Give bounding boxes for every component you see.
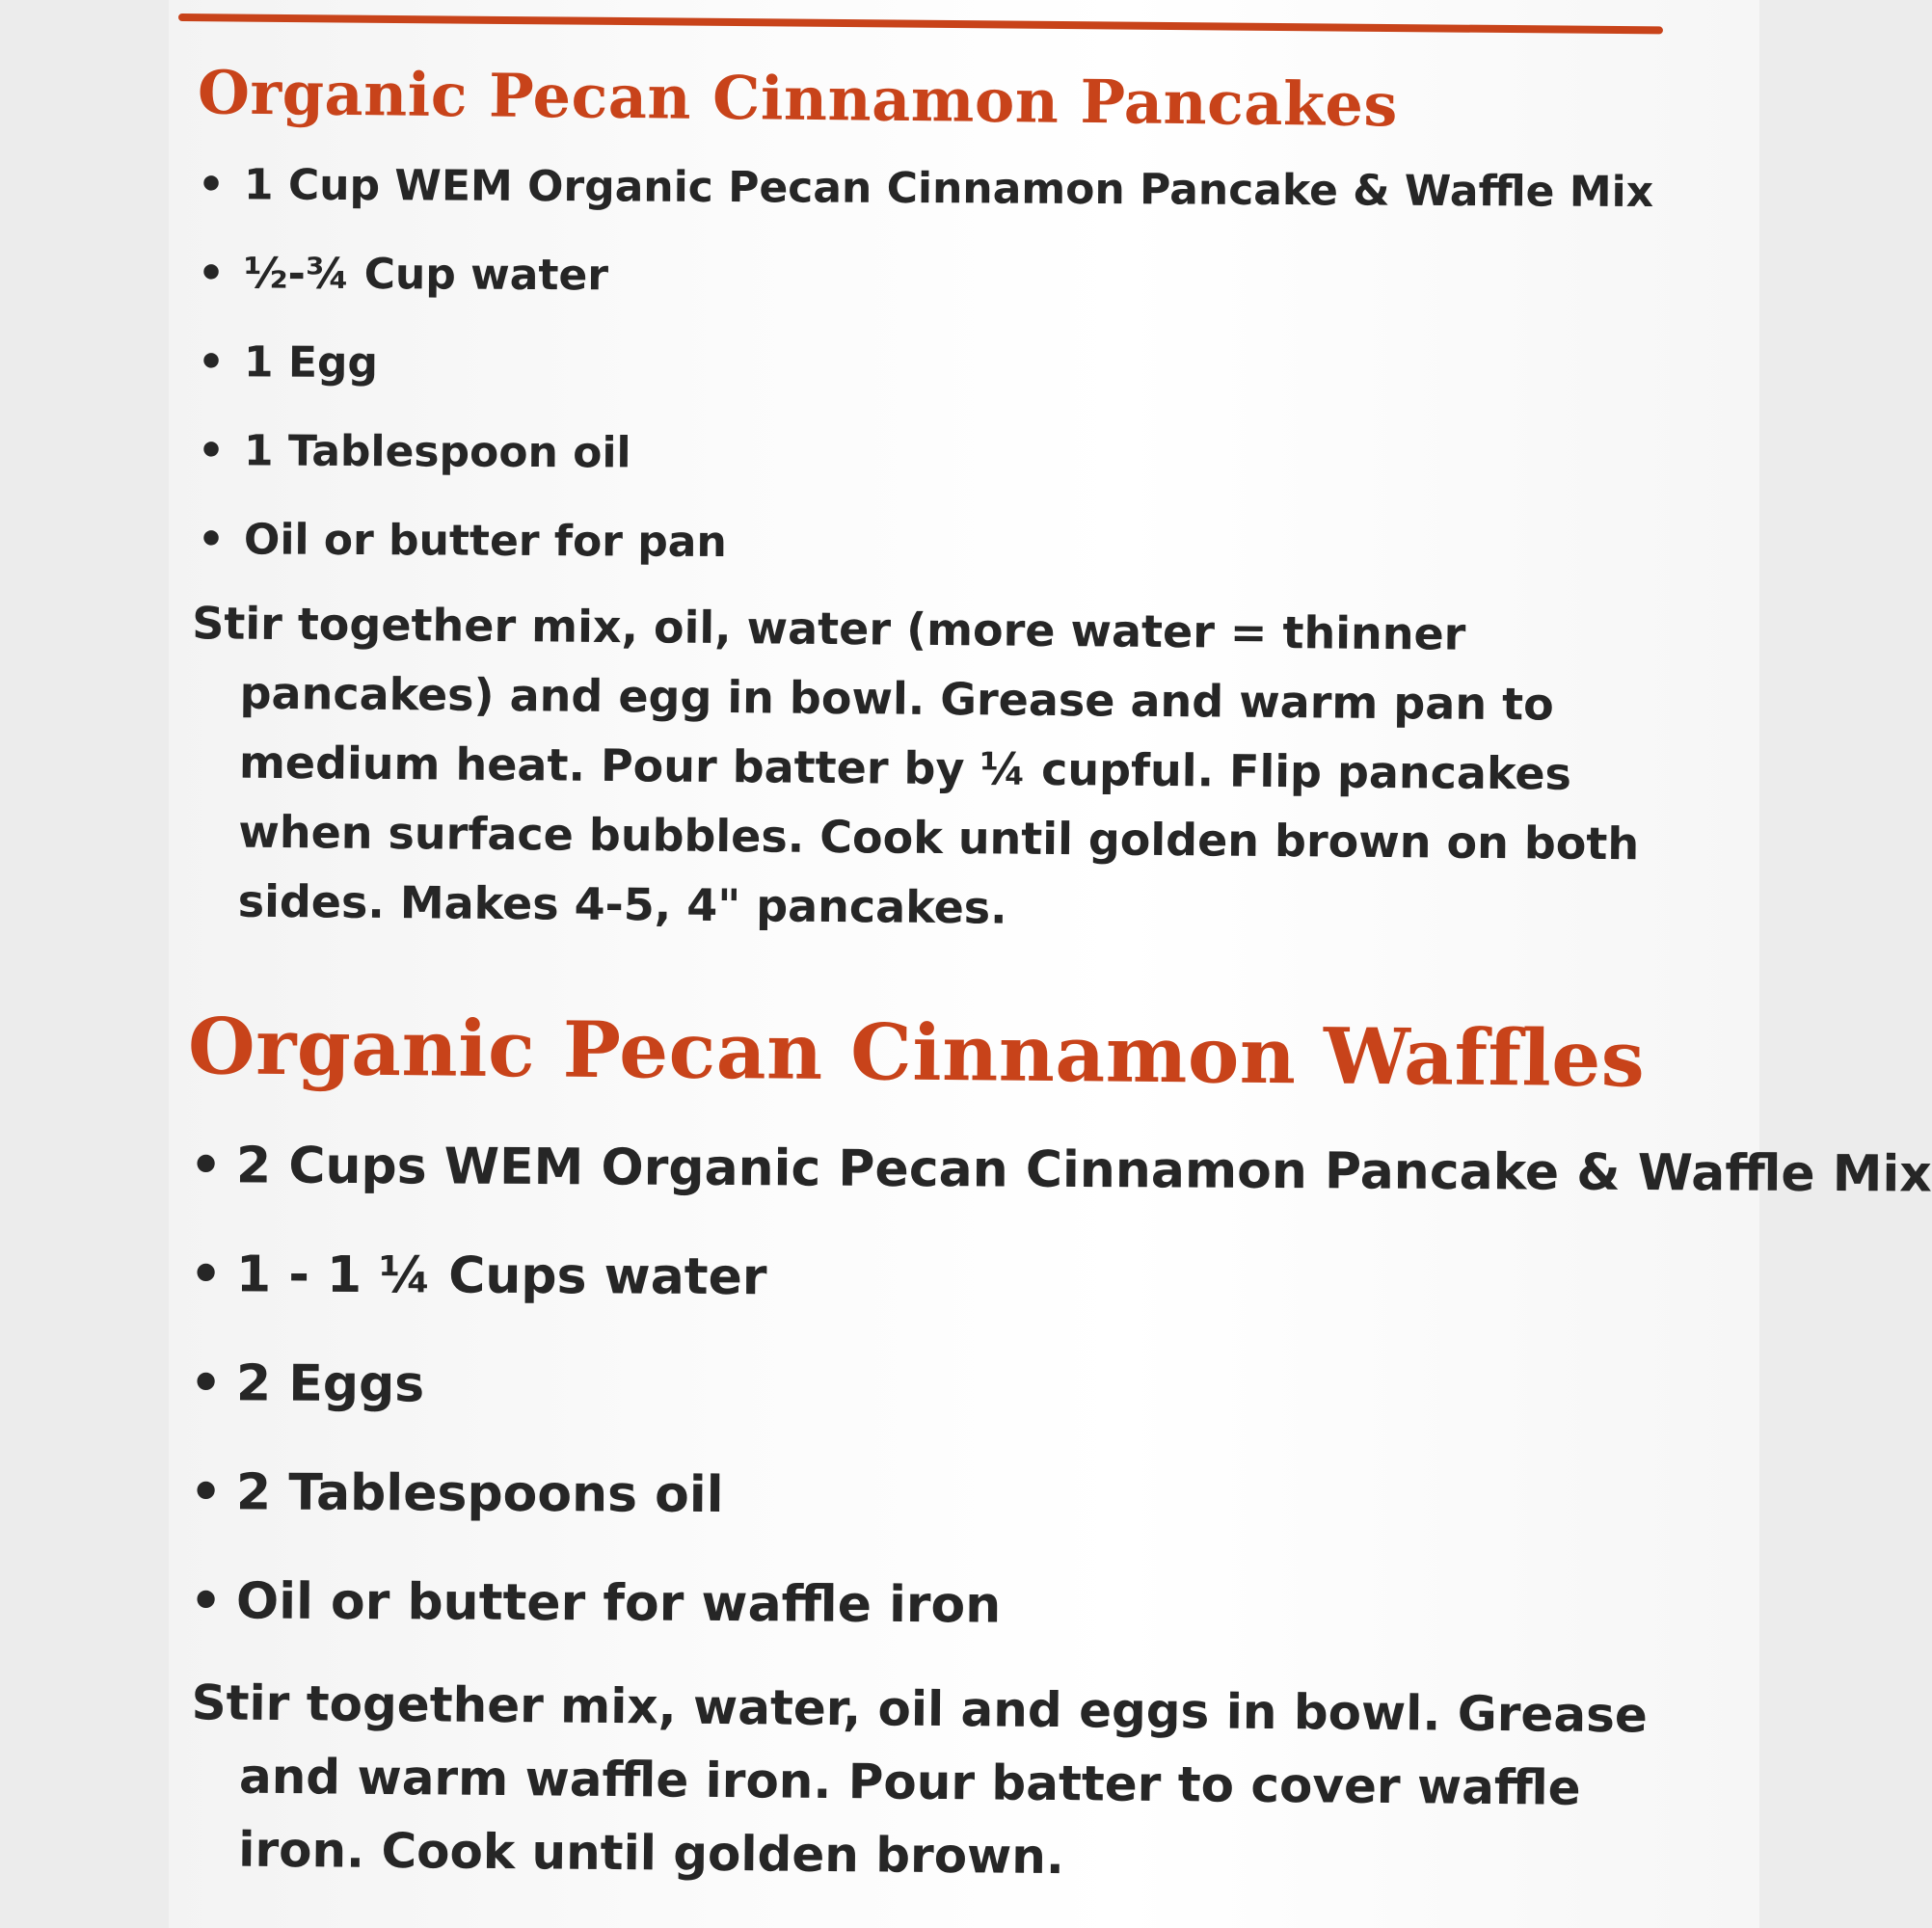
list-item [169,141,1711,237]
bullet-icon: • [189,1354,223,1413]
bullet-icon: • [189,1572,223,1631]
list-item [169,1220,1712,1337]
waffles-directions: Stir together mix, water, oil and eggs in bowl. Grease and warm waffle iron. Pour batter to cover waffle iron. Cook until golden brown. [191,1674,1649,1886]
bullet-icon: • [197,426,226,476]
list-item [169,1111,1932,1228]
ingredient-text: 2 Eggs [235,1354,425,1414]
ingredient-text: 1 Cup WEM Organic Pecan Cinnamon Pancake & Waffle Mix [243,160,1654,218]
bullet-icon: • [189,1245,223,1304]
list-item [169,318,1711,415]
list-item [169,1547,1712,1664]
bullet-icon: • [197,337,226,388]
ingredient-text: 1 Egg [243,337,379,388]
list-item [169,229,1711,326]
list-item [169,1438,1712,1555]
ingredient-text: 1 Tablespoon oil [243,426,631,478]
waffles-title: Organic Pecan Cinnamon Waffles [187,1001,1646,1105]
recipe-card [169,0,1932,1928]
pancakes-title: Organic Pecan Cinnamon Pancakes [197,57,1399,141]
list-item [169,1329,1712,1446]
bullet-icon: • [197,515,226,565]
bullet-icon: • [189,1137,223,1195]
bullet-icon: • [197,249,226,299]
pancakes-ingredient-list [169,141,1711,584]
list-item [169,495,1711,592]
pancakes-directions: Stir together mix, oil, water (more water = thinner pancakes) and egg in bowl. Grease and warm pan to medium heat. Pour batter by ¼ cupful. Flip pancakes when surface bubbles. Cook until golden brown on both sides. Makes 4-5, 4" pancakes. [192,597,1640,934]
ingredient-text: 2 Tablespoons oil [235,1463,724,1525]
bullet-icon: • [197,160,226,210]
pancakes-section [169,56,1711,935]
bullet-icon: • [189,1463,223,1522]
ingredient-text: ½-¾ Cup water [243,249,609,301]
list-item [169,407,1711,503]
ingredient-text: 2 Cups WEM Organic Pecan Cinnamon Pancake & Waffle Mix [235,1137,1932,1204]
waffles-ingredient-list [169,1111,1932,1656]
ingredient-text: Oil or butter for waffle iron [235,1572,1002,1635]
ingredient-text: 1 - 1 ¼ Cups water [235,1245,767,1307]
ingredient-text: Oil or butter for pan [243,515,727,568]
top-divider [178,13,1663,34]
waffles-section [169,998,1932,1886]
